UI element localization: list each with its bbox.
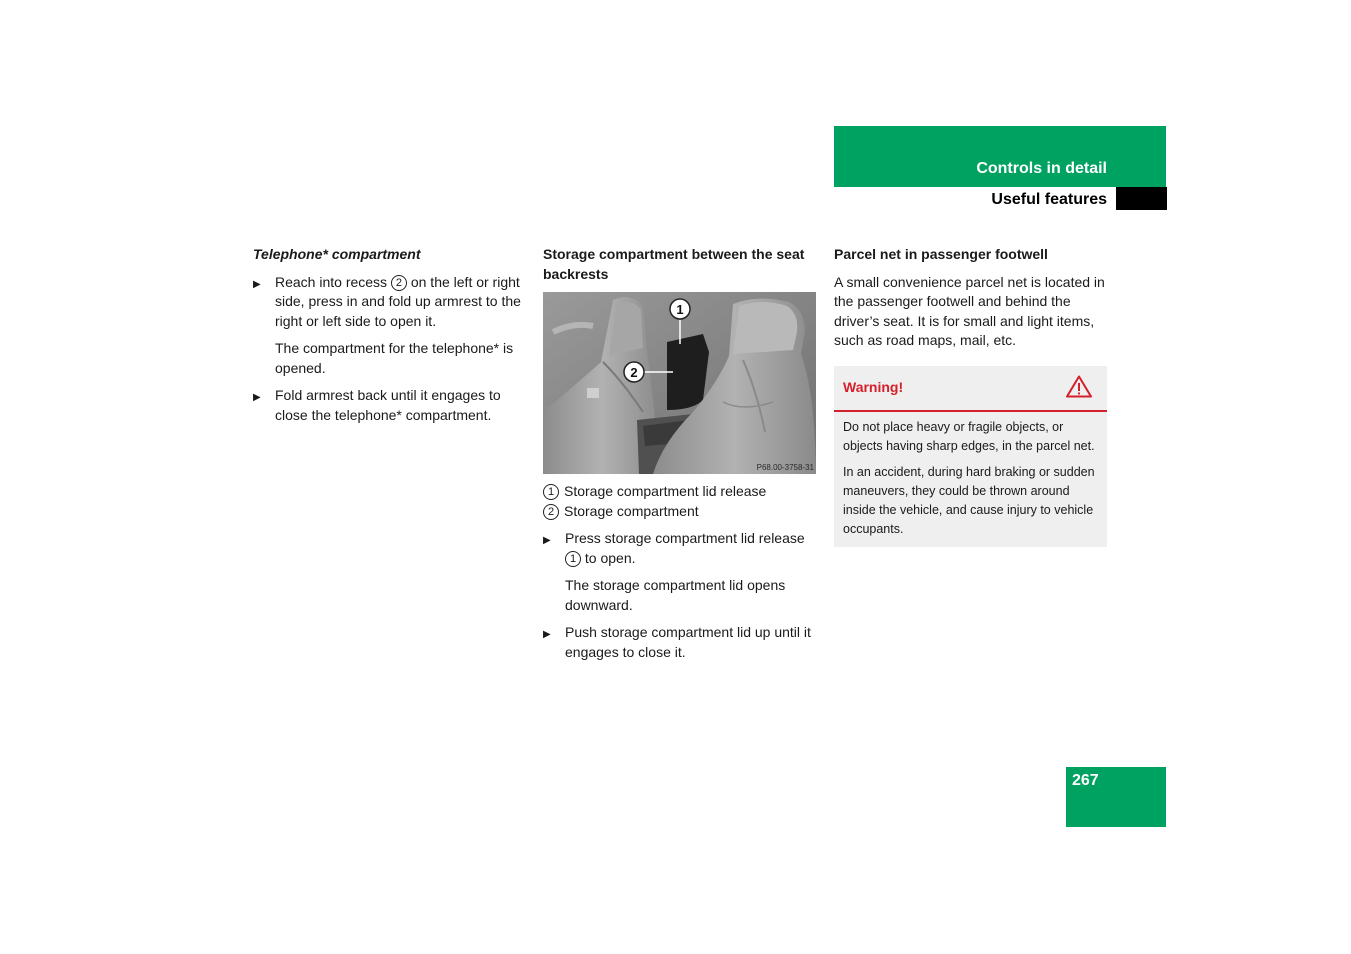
step-close-armrest: ▶ Fold armrest back until it engages to close the telephone* compartment. bbox=[253, 387, 501, 423]
bullet-triangle-icon: ▶ bbox=[543, 629, 551, 640]
callout-number: 1 bbox=[565, 551, 581, 567]
warning-label: Warning! bbox=[843, 378, 904, 395]
storage-heading: Storage compartment between the seat backrests bbox=[543, 246, 805, 282]
callout-number: 1 bbox=[543, 484, 559, 500]
result-text: The compartment for the telephone* is opened. bbox=[275, 340, 514, 376]
callout-number: 2 bbox=[543, 504, 559, 520]
warning-header bbox=[834, 366, 1107, 412]
bullet-triangle-icon: ▶ bbox=[253, 278, 261, 290]
figure-code: P68.00-3758-31 bbox=[756, 463, 814, 472]
step-close-storage: ▶ Push storage compartment lid up until it engages to close it. bbox=[543, 624, 811, 660]
legend-item: 1 Storage compartment lid release bbox=[543, 482, 818, 502]
header-black-tab bbox=[1116, 187, 1167, 210]
warning-box bbox=[834, 366, 1107, 547]
seat-illustration bbox=[543, 292, 816, 474]
section-title: Controls in detail bbox=[976, 160, 1107, 177]
parcel-net-heading: Parcel net in passenger footwell bbox=[834, 246, 1048, 262]
figure-legend bbox=[543, 482, 818, 521]
figure-callout-2: 2 bbox=[630, 365, 638, 380]
page-number: 267 bbox=[1072, 772, 1099, 789]
column-telephone bbox=[253, 245, 528, 433]
column-storage bbox=[543, 245, 818, 670]
step-open-storage: ▶ Press storage compartment lid release 1 to open. bbox=[543, 530, 805, 566]
warning-text: Do not place heavy or fragile objects, or objects having sharp edges, in the parcel net. bbox=[843, 419, 1095, 453]
figure-callout-1: 1 bbox=[676, 302, 684, 317]
seat-backrest-photo bbox=[543, 292, 816, 474]
bullet-triangle-icon: ▶ bbox=[543, 535, 551, 546]
subsection-title: Useful features bbox=[991, 191, 1107, 208]
warning-triangle-icon bbox=[1066, 375, 1092, 398]
telephone-heading: Telephone* compartment bbox=[253, 246, 421, 262]
parcel-net-description: A small convenience parcel net is located in the passenger footwell and behind the driver’s seat. It is for small and light items, such as road maps, mail, etc. bbox=[834, 273, 1105, 348]
legend-item: 2 Storage compartment bbox=[543, 502, 818, 522]
callout-number: 2 bbox=[391, 275, 407, 291]
bullet-triangle-icon: ▶ bbox=[253, 392, 261, 403]
warning-text: In an accident, during hard braking or sudden maneuvers, they could be thrown around inside the vehicle, and cause injury to vehicle occupants. bbox=[843, 464, 1095, 536]
step-open-armrest: ▶ Reach into recess 2 on the left or right side, press in and fold up armrest to the right or left side to open it. bbox=[253, 273, 521, 329]
result-text: The storage compartment lid opens downward. bbox=[565, 577, 786, 613]
warning-body bbox=[834, 412, 1107, 547]
column-parcel-net bbox=[834, 245, 1107, 547]
